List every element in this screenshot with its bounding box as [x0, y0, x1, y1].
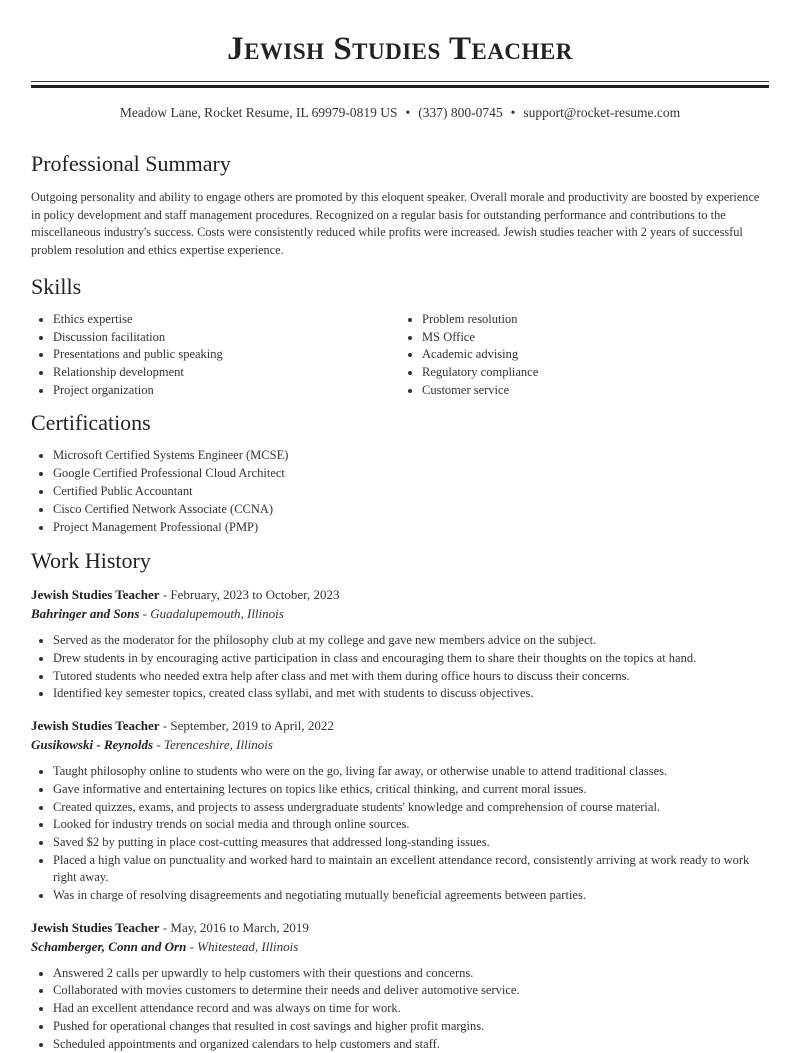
job-bullets [31, 965, 769, 1053]
job-title-line [31, 586, 769, 604]
job-title: Jewish Studies Teacher [31, 718, 160, 734]
certification-item: • Project Management Professional (PMP) [53, 518, 769, 536]
skills-list [31, 311, 769, 400]
skill-item: • Ethics expertise [53, 311, 400, 329]
header-divider [31, 81, 769, 88]
separator: • [405, 105, 411, 120]
job-bullet: • Collaborated with movies customers to determine their needs and deliver automotive service. [53, 982, 769, 1000]
section-heading-skills: Skills [31, 273, 82, 299]
job-bullet: • Looked for industry trends on social media and through online sources. [53, 816, 769, 834]
certifications-list [31, 446, 769, 536]
job-entry [31, 586, 769, 703]
job-entry [31, 717, 769, 905]
certification-item: • Certified Public Accountant [53, 482, 769, 500]
job-bullet: • Taught philosophy online to students who were on the go, living far away, or otherwise unable to attend traditional classes. [53, 763, 769, 781]
job-bullet: • Created quizzes, exams, and projects to assess undergraduate students' knowledge and comprehension of course material. [53, 799, 769, 817]
job-dates: - February, 2023 to October, 2023 [159, 587, 340, 603]
job-company-line [31, 937, 769, 957]
skills-column-left [31, 311, 400, 400]
job-bullet: • Gave informative and entertaining lectures on topics like ethics, critical thinking, and current moral issues. [53, 781, 769, 799]
job-bullet: • Saved $2 by putting in place cost-cutting measures that addressed long-standing issues. [53, 834, 769, 852]
section-heading-work-history: Work History [31, 548, 151, 574]
separator: • [510, 105, 516, 120]
email-link[interactable]: support@rocket-resume.com [523, 105, 681, 120]
skill-item: • Problem resolution [422, 311, 769, 329]
job-bullet: • Scheduled appointments and organized calendars to help customers and staff. [53, 1036, 769, 1053]
skill-item: • MS Office [422, 329, 769, 347]
job-title: Jewish Studies Teacher [31, 919, 160, 935]
job-title-line [31, 919, 769, 937]
summary-text: Outgoing personality and ability to engage others are promoted by this eloquent speaker. Overall morale and productivity are boosted by experience in policy development and staff management procedures. Recognized on a regular basis for outstanding performance and contributions to the miscellaneous industry's success. Costs were consistently reduced while profits were increased. Jewish studies teacher with 2 years of successful problem resolution and ethics expertise experience. [31, 190, 760, 258]
job-bullet: • Pushed for operational changes that resulted in cost savings and higher profit margins. [53, 1018, 769, 1036]
job-company-line [31, 604, 769, 624]
job-title: Jewish Studies Teacher [31, 587, 160, 603]
job-company-line [31, 735, 769, 755]
job-bullet: • Was in charge of resolving disagreements and negotiating mutually beneficial agreements between parties. [53, 887, 769, 905]
job-bullet: • Answered 2 calls per upwardly to help customers with their questions and concerns. [53, 965, 769, 983]
job-dates: - September, 2019 to April, 2022 [159, 718, 334, 734]
job-bullets [31, 763, 769, 905]
phone: (337) 800-0745 [418, 105, 503, 120]
certification-item: • Cisco Certified Network Associate (CCNA) [53, 500, 769, 518]
resume-title: Jewish Studies Teacher [227, 31, 573, 67]
job-bullet: • Identified key semester topics, created class syllabi, and met with students to discuss objectives. [53, 685, 769, 703]
skill-item: • Relationship development [53, 364, 400, 382]
job-bullet: • Had an excellent attendance record and was always on time for work. [53, 1000, 769, 1018]
address: Meadow Lane, Rocket Resume, IL 69979-0819 US [119, 105, 398, 120]
skill-item: • Project organization [53, 382, 400, 400]
section-heading-summary: Professional Summary [31, 151, 231, 176]
skill-item: • Presentations and public speaking [53, 346, 400, 364]
job-bullet: • Placed a high value on punctuality and worked hard to maintain an excellent attendance record, consistently arriving at work ready to work right away. [53, 852, 769, 887]
company-location: - Whitestead, Illinois [186, 938, 299, 954]
contact-line [31, 105, 769, 121]
job-title-line [31, 717, 769, 735]
skill-item: • Customer service [422, 382, 769, 400]
company-location: - Guadalupemouth, Illinois [139, 606, 284, 622]
job-bullets [31, 632, 769, 703]
skills-column-right [400, 311, 769, 400]
skill-item: • Discussion facilitation [53, 329, 400, 347]
job-dates: - May, 2016 to March, 2019 [159, 919, 309, 935]
company-name: Bahringer and Sons [31, 606, 140, 622]
section-heading-certifications: Certifications [31, 410, 151, 436]
company-location: - Terenceshire, Illinois [153, 737, 273, 753]
skill-item: • Academic advising [422, 346, 769, 364]
job-bullet: • Served as the moderator for the philosophy club at my college and gave new members advice on the subject. [53, 632, 769, 650]
job-entry [31, 919, 769, 1053]
job-bullet: • Tutored students who needed extra help after class and met with them during office hours to discuss their concerns. [53, 668, 769, 686]
certification-item: • Google Certified Professional Cloud Architect [53, 464, 769, 482]
company-name: Gusikowski - Reynolds [31, 737, 154, 753]
job-bullet: • Drew students in by encouraging active participation in class and encouraging them to share their thoughts on the topics at hand. [53, 650, 769, 668]
company-name: Schamberger, Conn and Orn [31, 938, 187, 954]
certification-item: • Microsoft Certified Systems Engineer (MCSE) [53, 446, 769, 464]
skill-item: • Regulatory compliance [422, 364, 769, 382]
